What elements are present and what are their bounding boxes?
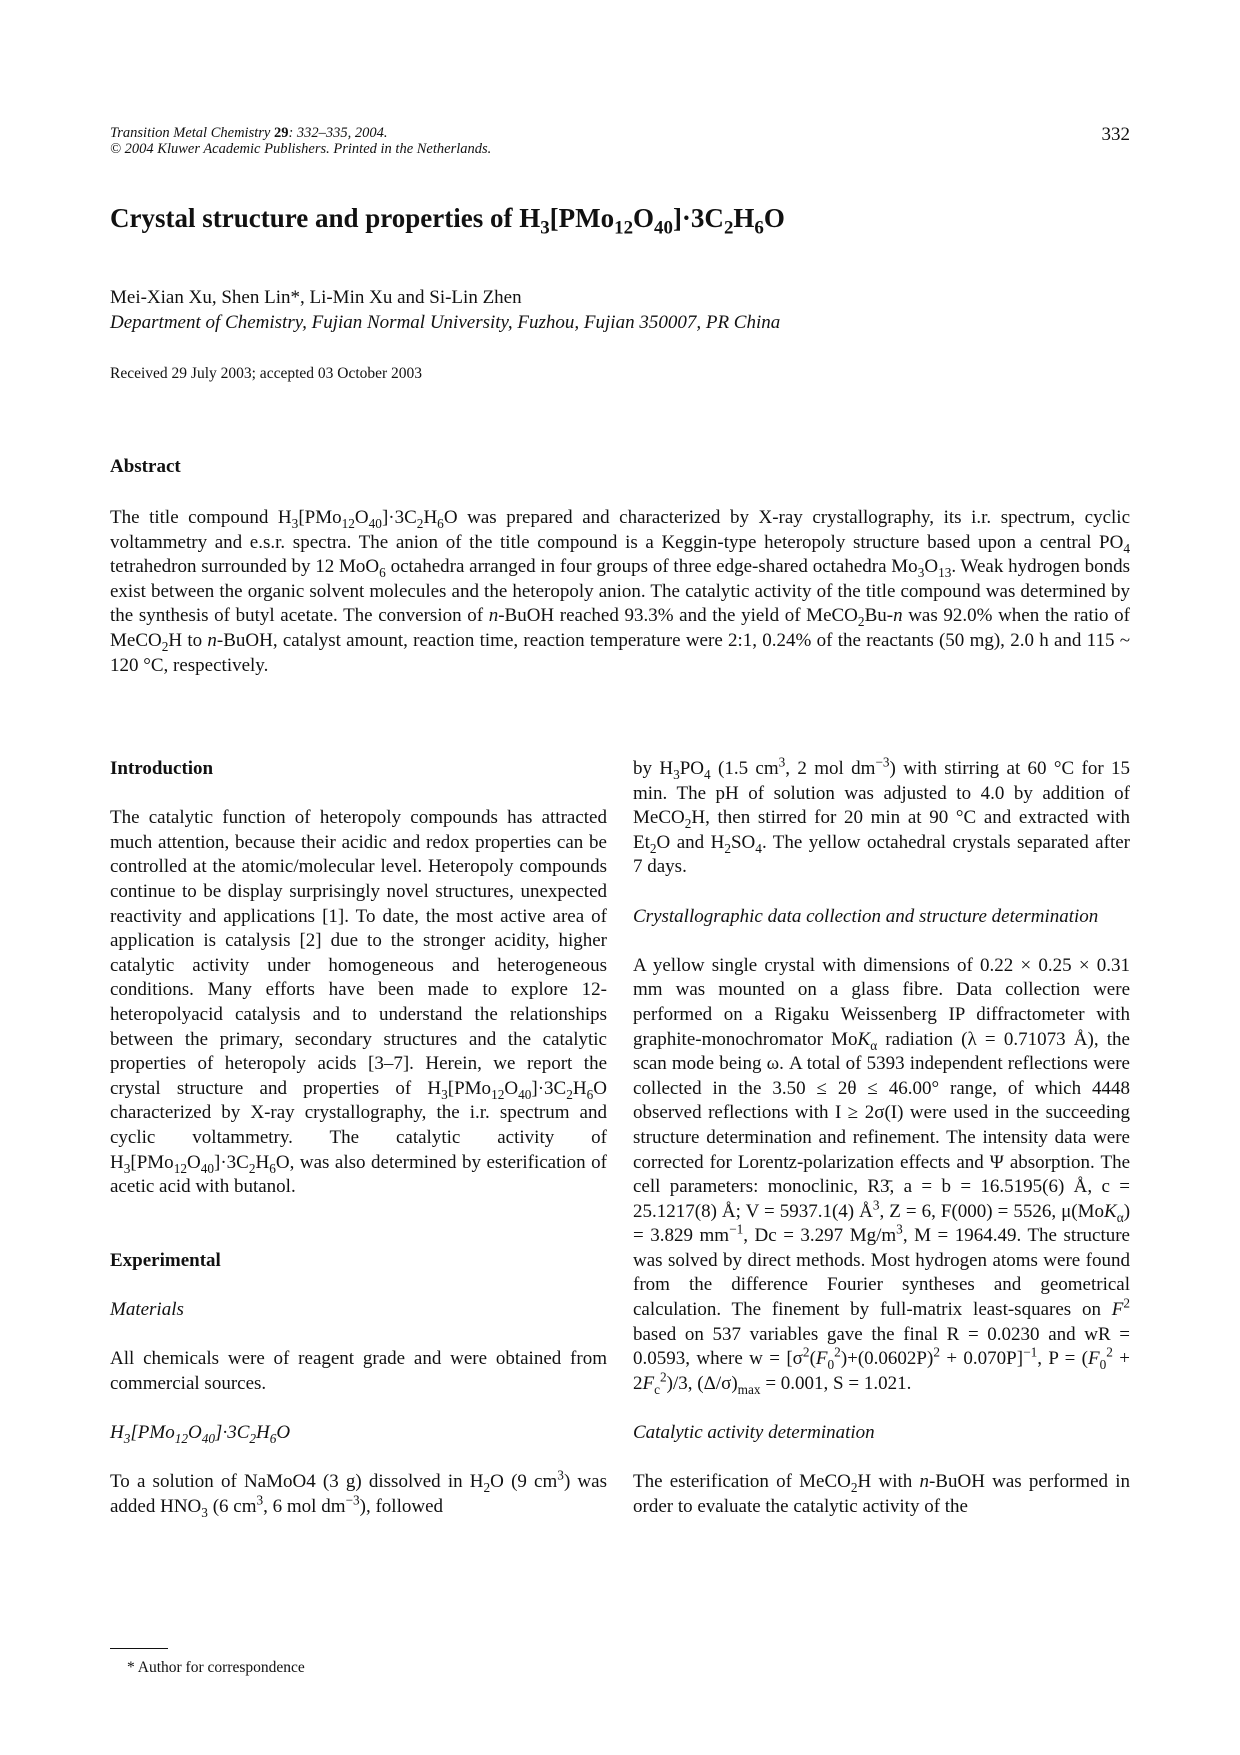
synthesis-text-left: To a solution of NaMoO4 (3 g) dissolved in $H_2O$ (9 $cm^3$) was added $HNO_3$ (6 $cm^3$, 6 mol $dm^{-3}$), followed <box>110 1467 607 1520</box>
journal-citation <box>110 125 491 157</box>
introduction-heading: Introduction <box>110 758 214 779</box>
copyright-line: © 2004 Kluwer Academic Publishers. Printed in the Netherlands. <box>110 141 492 157</box>
materials-text: All chemicals were of reagent grade and were obtained from commercial sources. <box>110 1348 607 1394</box>
crystallographic-text: A yellow single crystal with dimensions of 0.22 × 0.25 × 0.31 mm was mounted on a glass fibre. Data collection were performed on a Rigaku Weissenberg IP diffractometer with graphite-monochromator MoK$_\alpha$ radiation (λ = 0.71073 Å), the scan mode being ω. A total of 5393 independent reflections were collected in the 3.50 ≤ 2θ ≤ 46.00° range, of which 4448 observed reflections with I ≥ 2σ(I) were used in the succeeding structure determination and refinement. The intensity data were corrected for Lorentz-polarization effects and Ψ absorption. The cell parameters: monoclinic, R3̄, a = b = 16.5195(6) Å, c = 25.1217(8) Å; V = 5937.1(4) $Å^3$, Z = 6, F(000) = 5526, μ(MoK$_\alpha$) = 3.829 $mm^{-1}$, Dc = 3.297 $Mg/m^3$, M = 1964.49. The structure was solved by direct methods. Most hydrogen atoms were found from the difference Fourier syntheses and geometrical calculation. The finement by full-matrix least-squares on $F^2$ based on 537 variables gave the final R = 0.0230 and wR = 0.0593, where $w = [\sigma^2(F_0^2)+(0.0602P)^2 + 0.070P]^{-1}$, $P = (F_0^2 + 2F_c^2)/3$, $(\Delta/\sigma)_{max} = 0.001$, S = 1.021. <box>633 954 1131 1397</box>
abstract-heading: Abstract <box>110 456 181 477</box>
experimental-heading: Experimental <box>110 1249 221 1271</box>
introduction-text: The catalytic function of heteropoly compounds has attracted much attention, because their acidic and redox properties can be controlled at the atomic/molecular level. Heteropoly compounds continue to be display surprisingly novel structures, unexpected reactivity and applications [1]. To date, the most active area of application is catalysis [2] due to the stronger acidity, higher catalytic activity under homogeneous and heterogeneous conditions. Many efforts have been made to explore 12-heteropolyacid catalysis and to understand the relationships between the primary, secondary structures and the catalytic properties of heteropoly acids [3–7]. Herein, we report the crystal structure and properties of $H_3[PMo_{12}O_{40}]\cdot 3C_2H_6O$ characterized by X-ray crystallography, the i.r. spectrum and cyclic voltammetry. The catalytic activity of $H_3[PMo_{12}O_{40}]\cdot 3C_2H_6O$, was also determined by esterification of acetic acid with butanol. <box>110 807 607 1198</box>
catalytic-text: The esterification of MeCO$_2$H with n-BuOH was performed in order to evaluate the catalytic activity of the <box>633 1471 1130 1517</box>
author-list: Mei-Xian Xu, Shen Lin*, Li-Min Xu and Si-Lin Zhen <box>110 287 522 308</box>
left-column <box>110 757 607 1519</box>
journal-name: Transition Metal Chemistry <box>110 125 271 141</box>
synthesis-text-right: by $H_3PO_4$ (1.5 $cm^3$, 2 mol $dm^{-3}$) with stirring at 60 °C for 15 min. The pH of solution was adjusted to 4.0 by addition of MeCO$_2$H, then stirred for 20 min at 90 °C and extracted with $Et_2O$ and $H_2SO_4$. The yellow octahedral crystals separated after 7 days. <box>633 754 1130 878</box>
journal-volume: 29 <box>273 125 289 141</box>
catalytic-heading: Catalytic activity determination <box>633 1422 875 1444</box>
footnote-divider <box>110 1648 168 1649</box>
materials-heading: Materials <box>110 1298 184 1320</box>
footnote-correspondence: * Author for correspondence <box>127 1659 305 1676</box>
crystallographic-heading: Crystallographic data collection and structure determination <box>633 905 1099 927</box>
page-number: 332 <box>1101 124 1130 145</box>
affiliation: Department of Chemistry, Fujian Normal University, Fuzhou, Fujian 350007, PR China <box>110 312 781 333</box>
received-dates: Received 29 July 2003; accepted 03 October 2003 <box>110 365 423 382</box>
paper-title: Crystal structure and properties of $H_3[PMo_{12}O_{40}]\cdot 3C_2H_6O$ <box>110 203 785 239</box>
right-column <box>633 754 1131 1519</box>
synthesis-heading: $H_3[PMo_{12}O_{40}]\cdot 3C_2H_6O$ <box>110 1421 291 1446</box>
journal-pages: : 332–335, 2004. <box>288 125 388 141</box>
abstract-text: The title compound $H_3[PMo_{12}O_{40}]\cdot 3C_2H_6O$ was prepared and characterized by X-ray crystallography, its i.r. spectrum, cyclic voltammetry and e.s.r. spectra. The anion of the title compound is a Keggin-type heteropoly structure based upon a central $PO_4$ tetrahedron surrounded by 12 MoO$_6$ octahedra arranged in four groups of three edge-shared octahedra $Mo_3O_{13}$. Weak hydrogen bonds exist between the organic solvent molecules and the heteropoly anion. The catalytic activity of the title compound was determined by the synthesis of butyl acetate. The conversion of n-BuOH reached 93.3% and the yield of MeCO$_2$Bu-n was 92.0% when the ratio of MeCO$_2$H to n-BuOH, catalyst amount, reaction time, reaction temperature were 2:1, 0.24% of the reactants (50 mg), 2.0 h and 115 ~ 120 °C, respectively. <box>110 507 1131 676</box>
